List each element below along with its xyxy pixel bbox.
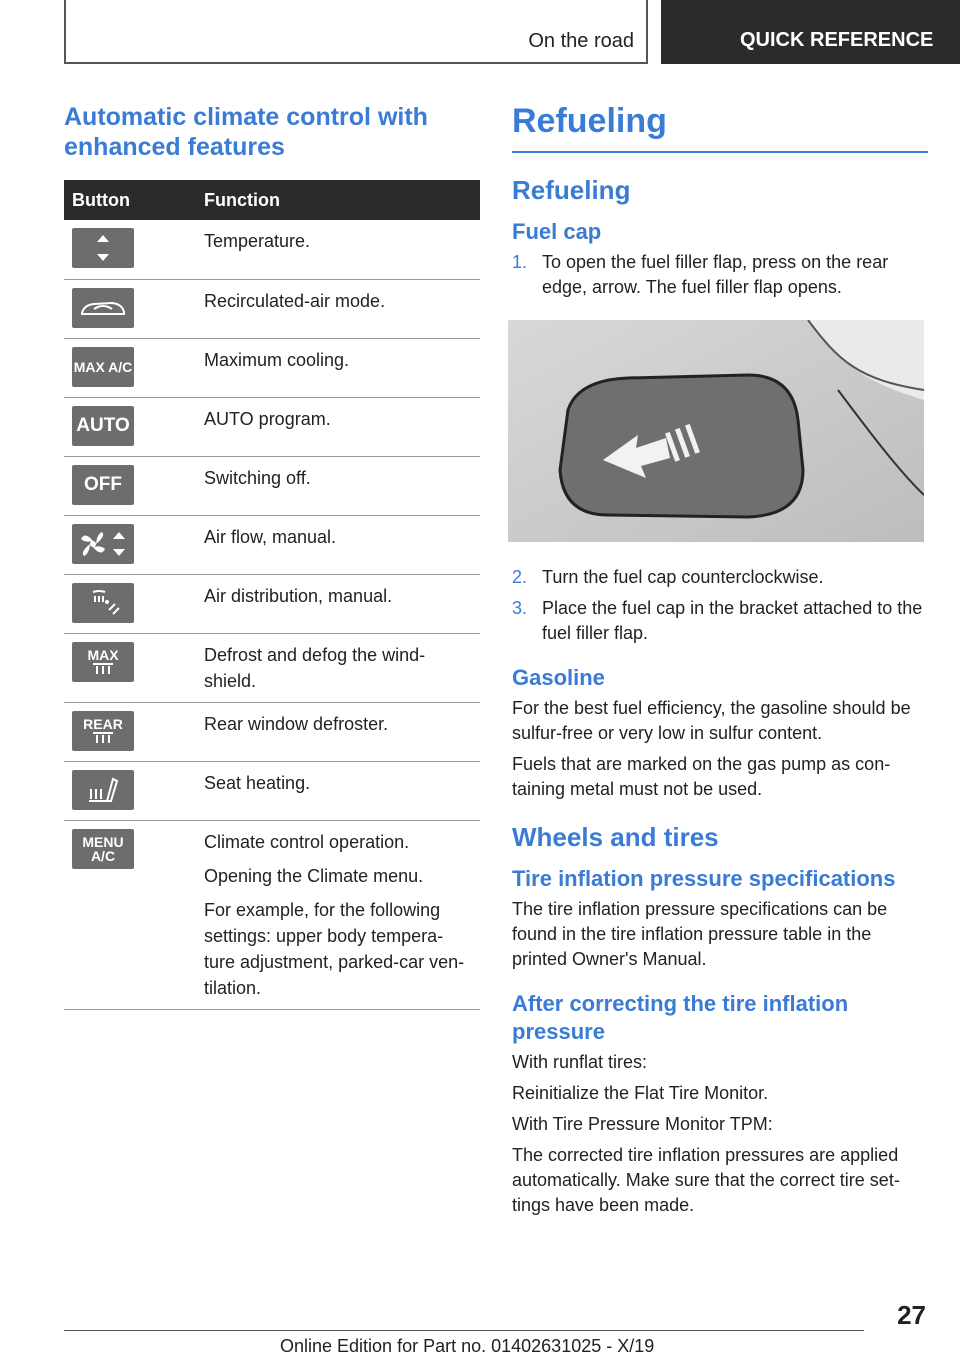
function-text: Seat heating. bbox=[204, 772, 311, 793]
climate-table bbox=[64, 180, 480, 1010]
max-ac-icon: MAX A/C bbox=[72, 347, 134, 387]
refueling-heading: Refueling bbox=[512, 175, 631, 205]
recirculated-air-icon bbox=[72, 288, 134, 328]
table-row bbox=[64, 515, 480, 574]
refueling-section bbox=[512, 102, 928, 1224]
refueling-title: Refueling bbox=[512, 102, 928, 153]
page-number: 27 bbox=[897, 1300, 926, 1330]
seat-heating-icon bbox=[72, 770, 134, 810]
fuel-cap-heading: Fuel cap bbox=[512, 219, 602, 244]
climate-title: Automatic climate control with enhanced features bbox=[64, 103, 428, 161]
function-text: Defrost and defog the wind-shield. bbox=[204, 644, 426, 691]
after-paragraph: Reinitialize the Flat Tire Monitor. bbox=[512, 1083, 769, 1103]
table-row bbox=[64, 761, 480, 820]
temperature-arrows-icon bbox=[72, 228, 134, 268]
after-paragraph: The corrected tire inflation pressures are applied automatically. Make sure that the correct tire set-tings have been made. bbox=[512, 1145, 900, 1215]
after-correcting-heading: After correcting the tire inflation pressure bbox=[512, 991, 849, 1044]
table-row bbox=[64, 397, 480, 456]
function-text: Air flow, manual. bbox=[204, 526, 337, 547]
gasoline-paragraph: Fuels that are marked on the gas pump as con-taining metal must not be used. bbox=[512, 754, 891, 799]
table-row bbox=[64, 633, 480, 702]
function-text: Opening the Climate menu. bbox=[204, 865, 424, 886]
function-text: Rear window defroster. bbox=[204, 713, 389, 734]
table-row bbox=[64, 220, 480, 279]
function-text: AUTO program. bbox=[204, 408, 331, 429]
header-section: On the road bbox=[528, 30, 634, 52]
table-row bbox=[64, 279, 480, 338]
climate-section bbox=[64, 102, 480, 1010]
function-text: For example, for the following settings: upper body tempera-ture adjustment, parked-car ven-tilation. bbox=[204, 899, 465, 998]
step-item: 2. Turn the fuel cap counterclockwise. bbox=[512, 567, 824, 587]
pressure-paragraph: The tire inflation pressure specifications can be found in the tire inflation pressure table in the printed Owner's Manual. bbox=[512, 899, 888, 969]
function-text: Recirculated-air mode. bbox=[204, 290, 386, 311]
step-item: 1. To open the fuel filler flap, press on the rear edge, arrow. The fuel filler flap opens. bbox=[512, 252, 889, 297]
table-row bbox=[64, 456, 480, 515]
function-text: Climate control operation. bbox=[204, 831, 410, 852]
fuel-filler-flap-photo bbox=[508, 320, 924, 542]
table-row bbox=[64, 702, 480, 761]
fan-arrows-icon bbox=[72, 524, 134, 564]
function-text: Air distribution, manual. bbox=[204, 585, 393, 606]
function-text: Temperature. bbox=[204, 231, 311, 251]
auto-icon: AUTO bbox=[72, 406, 134, 446]
table-row bbox=[64, 574, 480, 633]
header-tab: QUICK REFERENCE bbox=[661, 0, 960, 64]
table-row bbox=[64, 338, 480, 397]
max-defrost-icon: MAX bbox=[72, 642, 134, 682]
table-row bbox=[64, 820, 480, 1009]
step-item: 3. Place the fuel cap in the bracket attached to the fuel filler flap. bbox=[512, 598, 923, 643]
pressure-heading: Tire inflation pressure specifications bbox=[512, 866, 896, 891]
col-button: Button bbox=[64, 180, 196, 220]
edition-text: Online Edition for Part no. 01402631025 - X/19 bbox=[280, 1336, 655, 1356]
gasoline-paragraph: For the best fuel efficiency, the gasoline should be sulfur-free or very low in sulfur content. bbox=[512, 698, 911, 743]
off-icon: OFF bbox=[72, 465, 134, 505]
function-text: Switching off. bbox=[204, 467, 311, 488]
air-distribution-icon bbox=[72, 583, 134, 623]
col-function: Function bbox=[196, 180, 480, 220]
function-text: Maximum cooling. bbox=[204, 349, 350, 370]
menu-ac-icon: MENU A/C bbox=[72, 829, 134, 869]
gasoline-heading: Gasoline bbox=[512, 665, 605, 690]
wheels-heading: Wheels and tires bbox=[512, 822, 719, 852]
footer-divider bbox=[64, 1330, 864, 1331]
after-paragraph: With Tire Pressure Monitor TPM: bbox=[512, 1114, 773, 1134]
rear-defrost-icon: REAR bbox=[72, 711, 134, 751]
after-paragraph: With runflat tires: bbox=[512, 1052, 648, 1072]
